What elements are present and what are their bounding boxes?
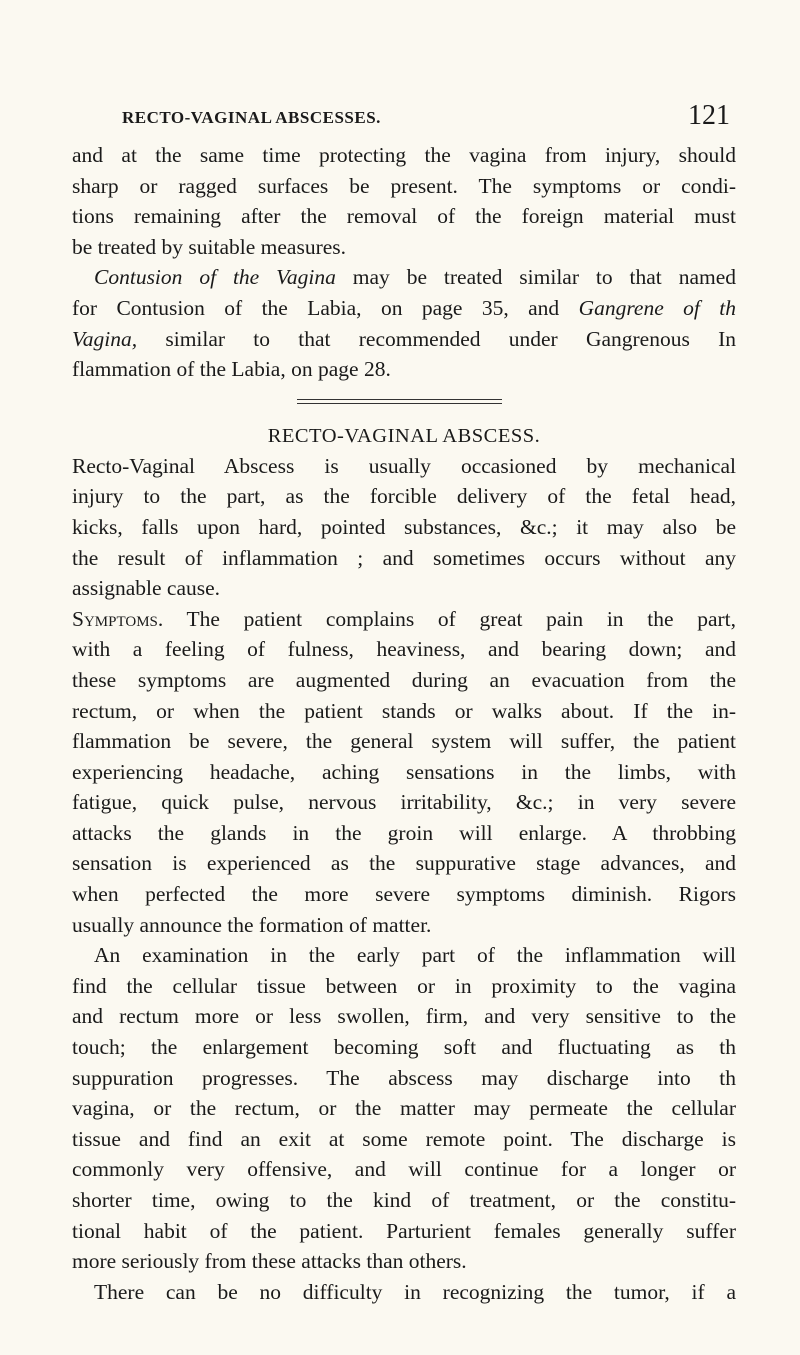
text-line: and rectum more or less swollen, firm, and very sensitive to the [72,1004,736,1029]
text-line [72,604,736,635]
text-line: usually announce the formation of matter. [72,912,432,937]
text-line: experiencing headache, aching sensations in the limbs, with [72,759,736,784]
section-heading: RECTO-VAGINAL ABSCESS. [267,424,541,447]
text-run: for Contusion of the Labia, on page 35, and [72,295,579,320]
text-line: and at the same time protecting the vagina from injury, should [72,143,736,167]
text-line: when perfected the more severe symptoms diminish. Rigors [72,882,736,907]
paragraph-symptoms [72,604,736,941]
running-header [72,100,736,140]
text-line: kicks, falls upon hard, pointed substances, &c.; it may also be [72,514,736,539]
text-line [72,262,736,293]
text-line: suppuration progresses. The abscess may discharge into th [72,1065,736,1090]
text-line: the result of inflammation ; and sometimes occurs without any [72,545,736,570]
body-text [72,140,736,1307]
text-line: rectum, or when the patient stands or walks about. If the in- [72,698,736,723]
text-line [72,324,736,355]
paragraph-examination [72,940,736,1277]
page-number: 121 [688,100,730,131]
text-line: more seriously from these attacks than others. [72,1249,467,1274]
paragraph-contusion [72,262,736,384]
text-line: There can be no difficulty in recognizing the tumor, if a [94,1279,736,1304]
text-line: with a feeling of fulness, heaviness, and bearing down; and [72,637,736,662]
italic-term: Vagina, [72,326,138,351]
text-line [72,293,736,324]
section-divider [72,385,736,421]
running-title: RECTO-VAGINAL ABSCESSES. [122,108,381,127]
text-line: attacks the glands in the groin will enlarge. A throbbing [72,820,736,845]
text-line: sensation is experienced as the suppurative stage advances, and [72,851,736,876]
text-run: similar to that recommended under Gangrenous In [137,326,736,351]
text-line: be treated by suitable measures. [72,234,347,259]
text-run: The patient complains of great pain in the part, [163,606,736,631]
symptoms-label: Symptoms. [72,606,164,631]
divider-line [297,399,502,400]
italic-term: Gangrene of th [578,295,736,320]
italic-term: Contusion of the Vagina [94,265,336,290]
divider-line [297,403,502,404]
text-line: fatigue, quick pulse, nervous irritability, &c.; in very severe [72,790,736,815]
text-line: An examination in the early part of the inflammation will [94,943,736,968]
text-run: may be treated similar to that named [335,265,737,290]
text-line: tional habit of the patient. Parturient females generally suffer [72,1218,736,1243]
text-line: commonly very offensive, and will continue for a longer or [72,1157,736,1182]
text-line: these symptoms are augmented during an evacuation from the [72,667,736,692]
paragraph-causes [72,451,736,604]
text-line: flammation be severe, the general system will suffer, the patient [72,729,736,754]
text-line: assignable cause. [72,576,221,601]
text-line: flammation of the Labia, on page 28. [72,357,391,382]
text-line: touch; the enlargement becoming soft and fluctuating as th [72,1035,736,1060]
paragraph-foreign-bodies-end [72,140,736,262]
text-line: tissue and find an exit at some remote point. The discharge is [72,1126,736,1151]
book-page [72,100,736,1307]
text-line: shorter time, owing to the kind of treatment, or the constitu- [72,1188,736,1212]
text-line: Recto-Vaginal Abscess is usually occasioned by mechanical [72,453,736,478]
text-line: injury to the part, as the forcible delivery of the fetal head, [72,484,736,509]
text-line: tions remaining after the removal of the foreign material must [72,204,736,229]
text-line: sharp or ragged surfaces be present. The symptoms or condi- [72,173,736,198]
paragraph-diagnosis [72,1277,736,1308]
text-line: find the cellular tissue between or in proximity to the vagina [72,973,736,998]
text-line: vagina, or the rectum, or the matter may permeate the cellular [72,1096,736,1121]
